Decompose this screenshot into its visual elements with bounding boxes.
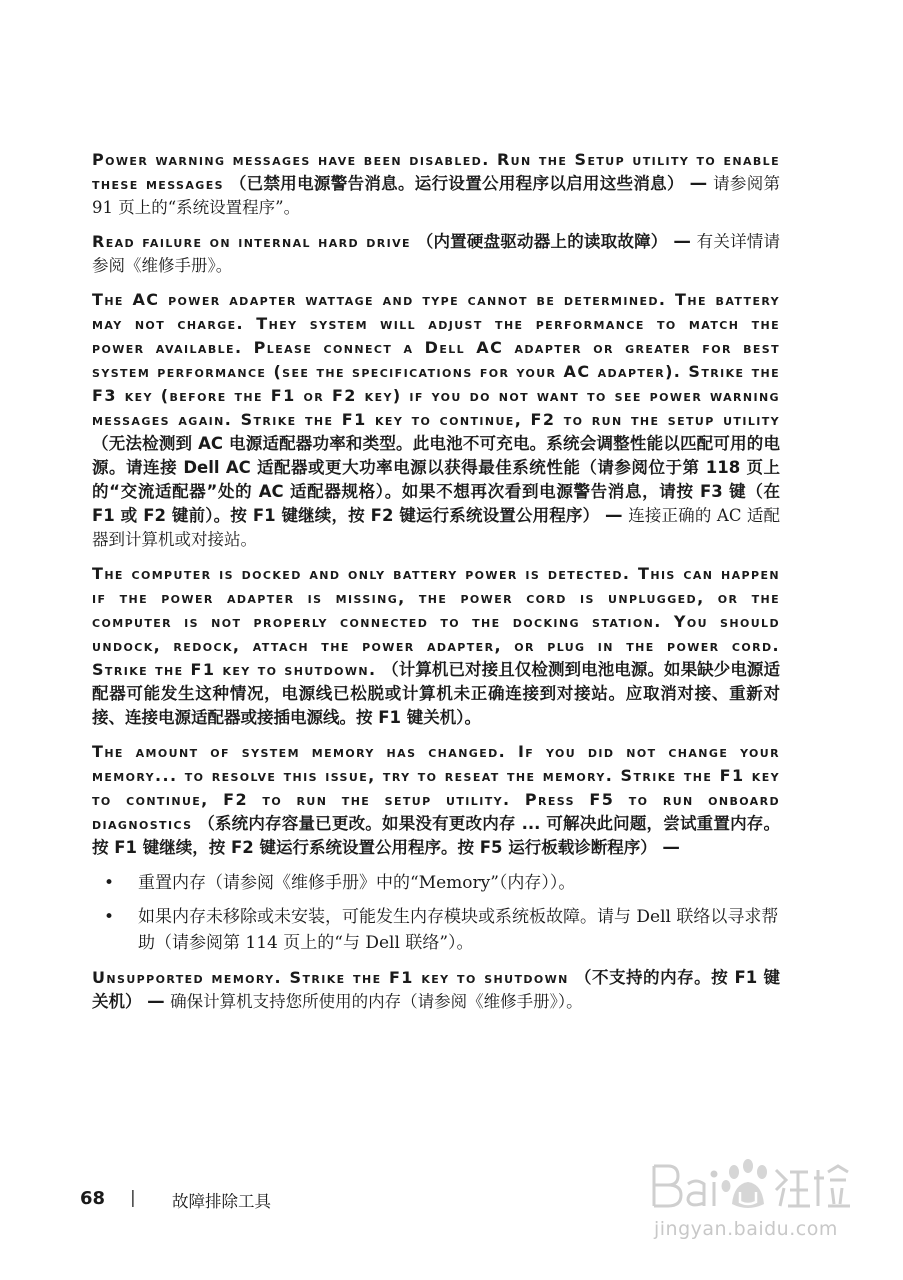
error-entry-ac-adapter (92, 288, 780, 552)
error-translation: （计算机已对接且仅检测到电池电源。如果缺少电源适配器可能发生这种情况，电源线已松脱或计算机未正确连接到对接站。应取消对接、重新对接、连接电源适配器或接插电源线。按 F1 键关机）。 (92, 660, 781, 727)
error-message: Read failure on internal hard drive (92, 232, 411, 251)
error-resolution: 连接正确的 AC 适配器到计算机或对接站。 (92, 506, 781, 549)
error-message: Power warning messages have been disabled. Run the Setup utility to enable these messages (92, 150, 780, 193)
list-item (92, 870, 780, 896)
footer-separator: | (130, 1188, 136, 1208)
em-dash: — (604, 506, 623, 526)
em-dash: — (662, 838, 680, 858)
em-dash: — (147, 992, 165, 1012)
error-message: The amount of system memory has changed. If you did not change your memory... to resolve this issue, try to reseat the memory. Strike the F1 key to continue, F2 to run the setup utility. Press F5 to run onboard diagnostics (92, 742, 780, 833)
section-title: 故障排除工具 (172, 1192, 271, 1211)
error-entry-memory-changed (92, 740, 780, 860)
error-resolution: 确保计算机支持您所使用的内存（请参阅《维修手册》）。 (170, 992, 583, 1011)
error-translation: （系统内存容量已更改。如果没有更改内存 ... 可解决此问题，尝试重置内存。按 F1 键继续，按 F2 键运行系统设置公用程序。按 F5 运行板载诊断程序） (92, 814, 780, 857)
error-translation: （无法检测到 AC 电源适配器功率和类型。此电池不可充电。系统会调整性能以匹配可用的电源。请连接 Dell AC 适配器或更大功率电源以获得最佳系统性能（请参阅位于第 118 页上的“交流适配器”处的 AC 适配器规格）。如果不想再次看到电源警告消息，请按 F3 键（在 F1 或 F2 键前）。按 F1 键继续，按 F2 键运行系统设置公用程序） (92, 434, 780, 525)
watermark-text: jingyan.baidu.com (654, 1218, 838, 1240)
error-entry-read-failure (92, 230, 780, 278)
page-number: 68 (80, 1188, 106, 1209)
error-translation: （已禁用电源警告消息。运行设置公用程序以启用这些消息） (229, 174, 684, 193)
em-dash: — (673, 232, 691, 252)
error-message: The AC power adapter wattage and type cannot be determined. The battery may not charge. They system will adjust the performance to match the power available. Please connect a Dell AC adapter or greater for best system performance (see the specifications for your AC adapter). Strike the F3 key (before the F1 or F2 key) if you do not want to see power warning messages again. Strike the F1 key to continue, F2 to run the setup utility (92, 290, 780, 429)
baidu-logo-icon (648, 1148, 858, 1218)
error-message: Unsupported memory. Strike the F1 key to shutdown (92, 968, 569, 987)
error-resolution: 有关详情请参阅《维修手册》。 (92, 232, 781, 275)
list-item (92, 904, 780, 956)
error-entry-unsupported-memory (92, 966, 780, 1014)
error-entry-docked-battery (92, 562, 780, 730)
error-entry-power-warning (92, 148, 780, 220)
bullet-icon: • (104, 907, 115, 927)
list-item-text: 重置内存（请参阅《维修手册》中的“Memory”（内存））。 (138, 873, 576, 893)
baidu-watermark (648, 1148, 858, 1258)
bullet-icon: • (104, 873, 115, 893)
page-content (92, 148, 780, 1024)
error-resolution: 请参阅第 91 页上的“系统设置程序”。 (92, 174, 781, 217)
error-translation: （不支持的内存。按 F1 键关机） (92, 968, 780, 1011)
resolution-list (92, 870, 780, 956)
list-item-text: 如果内存未移除或未安装，可能发生内存模块或系统板故障。请与 Dell 联络以寻求帮助（请参阅第 114 页上的“与 Dell 联络”）。 (138, 907, 779, 953)
error-translation: （内置硬盘驱动器上的读取故障） (416, 232, 668, 251)
em-dash: — (689, 174, 708, 194)
error-message: The computer is docked and only battery power is detected. This can happen if the power adapter is missing, the power cord is unplugged, or the computer is not properly connected to the docking station. You should undock, redock, attach the power adapter, or plug in the power cord. Strike the F1 key to shutdown. (92, 564, 780, 679)
